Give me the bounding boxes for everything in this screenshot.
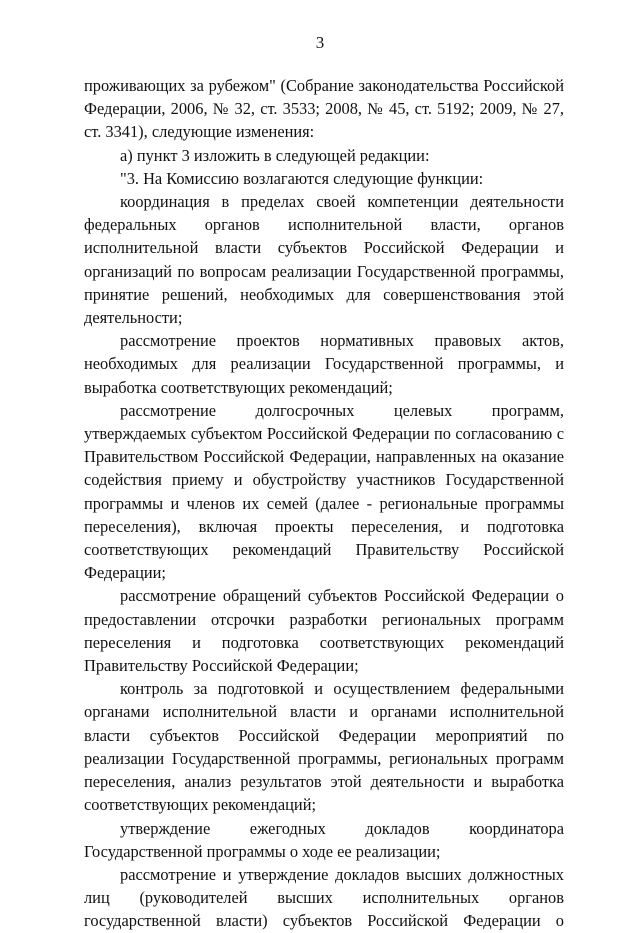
paragraph-function-draft-review: рассмотрение проектов нормативных правовых актов, необходимых для реализации Государственной программы, и выработка соответствующих рекомендаций; bbox=[84, 331, 564, 397]
paragraph-amendment-intro: а) пункт 3 изложить в следующей редакции: bbox=[120, 145, 430, 165]
paragraph-function-coordination: координация в пределах своей компетенции деятельности федеральных органов исполнительной власти, органов исполнительной власти субъектов Российской Федерации и организаций по вопросам реализации Государственной программы, принятие решений, необходимых для совершенствования этой деятельности; bbox=[84, 192, 564, 328]
paragraph-function-control: контроль за подготовкой и осуществлением федеральными органами исполнительной власти и органами исполнительной власти субъектов Российской Федерации мероприятий по реализации Государственной программы, региональных программ переселения, анализ результатов этой деятельности и выработка соответствующих рекомендаций; bbox=[84, 679, 564, 815]
paragraph-function-regional-programs: рассмотрение долгосрочных целевых программ, утверждаемых субъектом Российской Федерации по согласованию с Правительством Российской Федерации, направленных на оказание содействия приему и обустройству участников Государственной программы и членов их семей (далее - региональные программы переселения), включая проекты переселения, и подготовка соответствующих рекомендаций Правительству Российской Федерации; bbox=[84, 400, 564, 583]
paragraph-clause-heading: "3. На Комиссию возлагаются следующие функции: bbox=[120, 168, 484, 188]
page-number: 3 bbox=[315, 33, 325, 52]
paragraph-function-annual-reports: утверждение ежегодных докладов координатора Государственной программы о ходе ее реализации; bbox=[84, 818, 564, 861]
document-body bbox=[84, 74, 564, 933]
paragraph-function-officials-reports: рассмотрение и утверждение докладов высших должностных лиц (руководителей высших исполнительных органов государственной власти) субъектов Российской Федерации о bbox=[84, 864, 564, 931]
paragraph-continuation: проживающих за рубежом" (Собрание законодательства Российской Федерации, 2006, № 32, ст. 3533; 2008, № 45, ст. 5192; 2009, № 27, ст. 3341), следующие изменения: bbox=[84, 76, 564, 142]
paragraph-function-deferral-requests: рассмотрение обращений субъектов Российской Федерации о предоставлении отсрочки разработки региональных программ переселения и подготовка соответствующих рекомендаций Правительству Российской Федерации; bbox=[84, 586, 564, 676]
